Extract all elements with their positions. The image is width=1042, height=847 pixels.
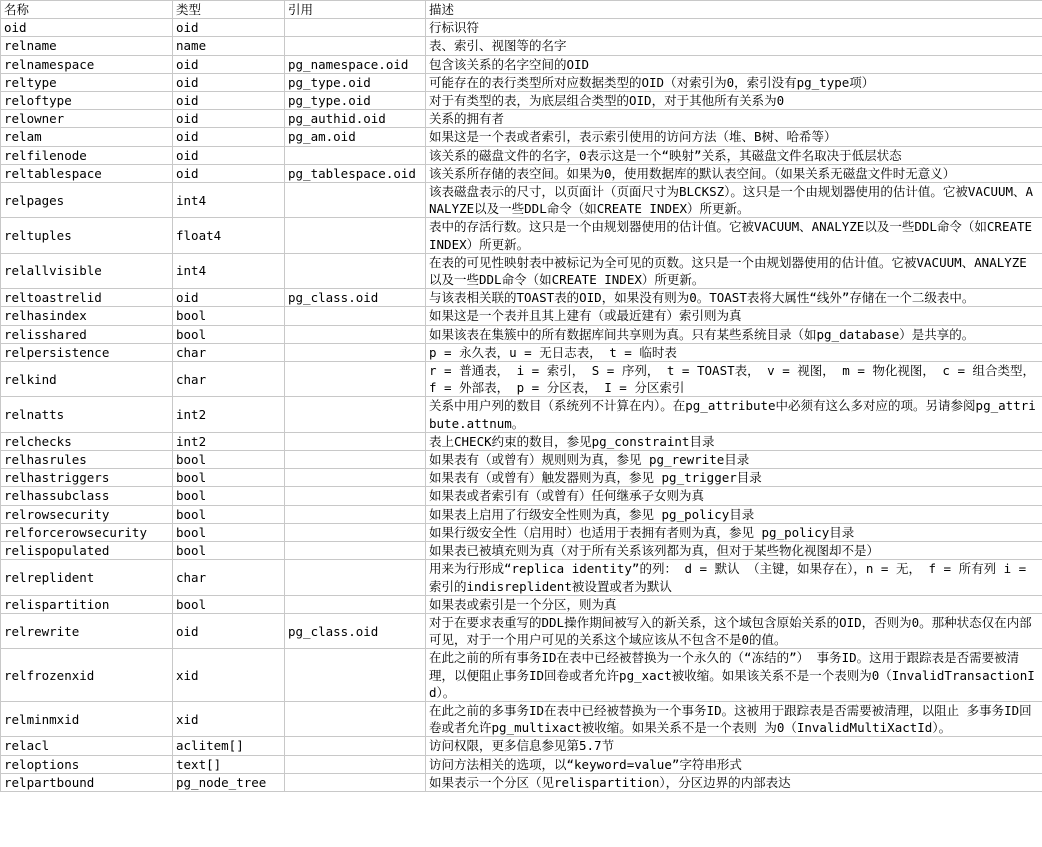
table-row bbox=[1, 773, 1042, 791]
cell-reference bbox=[285, 451, 426, 469]
cell-description: 如果这是一个表并且其上建有（或最近建有）索引则为真 bbox=[426, 307, 1042, 325]
cell-name: relam bbox=[1, 128, 173, 146]
cell-description: r = 普通表， i = 索引， S = 序列， t = TOAST表， v = 视图， m = 物化视图， c = 组合类型， f = 外部表， p = 分区表， I = 分区索引 bbox=[426, 362, 1042, 397]
cell-name: relfrozenxid bbox=[1, 649, 173, 702]
cell-type: oid bbox=[173, 146, 285, 164]
table-row bbox=[1, 432, 1042, 450]
cell-description: 与该表相关联的TOAST表的OID，如果没有则为0。TOAST表将大属性“线外”存储在一个二级表中。 bbox=[426, 289, 1042, 307]
cell-name: reltuples bbox=[1, 218, 173, 253]
cell-reference bbox=[285, 19, 426, 37]
cell-type: float4 bbox=[173, 218, 285, 253]
cell-description: 如果行级安全性（启用时）也适用于表拥有者则为真，参见 pg_policy目录 bbox=[426, 523, 1042, 541]
cell-type: int2 bbox=[173, 432, 285, 450]
table-row bbox=[1, 110, 1042, 128]
cell-reference: pg_namespace.oid bbox=[285, 55, 426, 73]
cell-type: oid bbox=[173, 73, 285, 91]
table-row bbox=[1, 37, 1042, 55]
cell-name: relreplident bbox=[1, 560, 173, 595]
table-row bbox=[1, 649, 1042, 702]
table-row bbox=[1, 146, 1042, 164]
cell-description: p = 永久表，u = 无日志表， t = 临时表 bbox=[426, 343, 1042, 361]
cell-reference bbox=[285, 432, 426, 450]
cell-name: relisshared bbox=[1, 325, 173, 343]
cell-type: bool bbox=[173, 505, 285, 523]
cell-reference: pg_type.oid bbox=[285, 92, 426, 110]
cell-reference bbox=[285, 701, 426, 736]
cell-type: oid bbox=[173, 19, 285, 37]
cell-description: 访问权限，更多信息参见第5.7节 bbox=[426, 737, 1042, 755]
cell-type: bool bbox=[173, 451, 285, 469]
cell-reference bbox=[285, 253, 426, 288]
cell-type: oid bbox=[173, 128, 285, 146]
cell-reference: pg_class.oid bbox=[285, 289, 426, 307]
cell-description: 如果这是一个表或者索引，表示索引使用的访问方法（堆、B树、哈希等） bbox=[426, 128, 1042, 146]
table-row bbox=[1, 505, 1042, 523]
cell-type: oid bbox=[173, 613, 285, 648]
cell-name: reloftype bbox=[1, 92, 173, 110]
cell-type: xid bbox=[173, 701, 285, 736]
cell-reference bbox=[285, 343, 426, 361]
cell-reference: pg_am.oid bbox=[285, 128, 426, 146]
cell-reference bbox=[285, 362, 426, 397]
cell-type: bool bbox=[173, 307, 285, 325]
cell-description: 该表磁盘表示的尺寸，以页面计（页面尺寸为BLCKSZ）。这只是一个由规划器使用的估计值。它被VACUUM、ANALYZE以及一些DDL命令（如CREATE INDEX）所更新。 bbox=[426, 183, 1042, 218]
header-description: 描述 bbox=[426, 1, 1042, 19]
cell-name: relnatts bbox=[1, 397, 173, 432]
cell-type: bool bbox=[173, 523, 285, 541]
table-row bbox=[1, 73, 1042, 91]
cell-reference: pg_tablespace.oid bbox=[285, 164, 426, 182]
cell-name: relhasindex bbox=[1, 307, 173, 325]
table-row bbox=[1, 469, 1042, 487]
cell-description: 表中的存活行数。这只是一个由规划器使用的估计值。它被VACUUM、ANALYZE以及一些DDL命令（如CREATE INDEX）所更新。 bbox=[426, 218, 1042, 253]
cell-description: 对于在要求表重写的DDL操作期间被写入的新关系，这个域包含原始关系的OID，否则为0。那种状态仅在内部可见，对于一个用户可见的关系这个域应该从不包含不是0的值。 bbox=[426, 613, 1042, 648]
cell-description: 如果表有（或曾有）触发器则为真，参见 pg_trigger目录 bbox=[426, 469, 1042, 487]
cell-type: oid bbox=[173, 110, 285, 128]
cell-name: reltablespace bbox=[1, 164, 173, 182]
cell-reference bbox=[285, 146, 426, 164]
cell-reference bbox=[285, 560, 426, 595]
cell-description: 如果表或索引是一个分区，则为真 bbox=[426, 595, 1042, 613]
cell-type: oid bbox=[173, 55, 285, 73]
cell-reference bbox=[285, 505, 426, 523]
table-row bbox=[1, 737, 1042, 755]
table-row bbox=[1, 701, 1042, 736]
cell-type: int2 bbox=[173, 397, 285, 432]
cell-type: name bbox=[173, 37, 285, 55]
table-row bbox=[1, 523, 1042, 541]
cell-name: relpages bbox=[1, 183, 173, 218]
cell-name: relname bbox=[1, 37, 173, 55]
cell-description: 如果表示一个分区（见relispartition），分区边界的内部表达 bbox=[426, 773, 1042, 791]
table-row bbox=[1, 560, 1042, 595]
cell-type: text[] bbox=[173, 755, 285, 773]
cell-reference bbox=[285, 37, 426, 55]
cell-name: relnamespace bbox=[1, 55, 173, 73]
cell-type: char bbox=[173, 560, 285, 595]
table-row bbox=[1, 542, 1042, 560]
cell-description: 在此之前的多事务ID在表中已经被替换为一个事务ID。这被用于跟踪表是否需要被清理，以阻止 多事务ID回卷或者允许pg_multixact被收缩。如果关系不是一个表则 为0（InvalidMultiXactId）。 bbox=[426, 701, 1042, 736]
cell-type: int4 bbox=[173, 183, 285, 218]
header-type: 类型 bbox=[173, 1, 285, 19]
cell-name: relispopulated bbox=[1, 542, 173, 560]
cell-reference bbox=[285, 755, 426, 773]
table-row bbox=[1, 595, 1042, 613]
cell-type: aclitem[] bbox=[173, 737, 285, 755]
cell-type: bool bbox=[173, 542, 285, 560]
cell-name: relowner bbox=[1, 110, 173, 128]
cell-description: 关系中用户列的数目（系统列不计算在内）。在pg_attribute中必须有这么多对应的项。另请参阅pg_attribute.attnum。 bbox=[426, 397, 1042, 432]
cell-description: 如果表有（或曾有）规则则为真，参见 pg_rewrite目录 bbox=[426, 451, 1042, 469]
cell-name: relhassubclass bbox=[1, 487, 173, 505]
cell-type: char bbox=[173, 343, 285, 361]
cell-reference bbox=[285, 487, 426, 505]
cell-description: 如果表已被填充则为真（对于所有关系该列都为真，但对于某些物化视图却不是） bbox=[426, 542, 1042, 560]
cell-type: bool bbox=[173, 487, 285, 505]
table-row bbox=[1, 487, 1042, 505]
cell-reference bbox=[285, 469, 426, 487]
cell-name: relpersistence bbox=[1, 343, 173, 361]
cell-name: relforcerowsecurity bbox=[1, 523, 173, 541]
table-row bbox=[1, 343, 1042, 361]
table-row bbox=[1, 164, 1042, 182]
cell-description: 访问方法相关的选项，以“keyword=value”字符串形式 bbox=[426, 755, 1042, 773]
table-row bbox=[1, 218, 1042, 253]
table-row bbox=[1, 755, 1042, 773]
table-row bbox=[1, 55, 1042, 73]
header-reference: 引用 bbox=[285, 1, 426, 19]
cell-description: 对于有类型的表，为底层组合类型的OID，对于其他所有关系为0 bbox=[426, 92, 1042, 110]
cell-reference bbox=[285, 523, 426, 541]
cell-reference bbox=[285, 773, 426, 791]
cell-reference bbox=[285, 307, 426, 325]
cell-reference bbox=[285, 325, 426, 343]
cell-reference: pg_class.oid bbox=[285, 613, 426, 648]
cell-description: 关系的拥有者 bbox=[426, 110, 1042, 128]
cell-reference bbox=[285, 595, 426, 613]
table-row bbox=[1, 397, 1042, 432]
cell-reference bbox=[285, 183, 426, 218]
cell-name: relfilenode bbox=[1, 146, 173, 164]
table-row bbox=[1, 362, 1042, 397]
table-body bbox=[1, 19, 1042, 792]
table-row bbox=[1, 128, 1042, 146]
cell-name: relpartbound bbox=[1, 773, 173, 791]
table-row bbox=[1, 613, 1042, 648]
cell-type: bool bbox=[173, 325, 285, 343]
cell-description: 行标识符 bbox=[426, 19, 1042, 37]
cell-description: 可能存在的表行类型所对应数据类型的OID（对索引为0，索引没有pg_type项） bbox=[426, 73, 1042, 91]
cell-description: 如果表上启用了行级安全性则为真，参见 pg_policy目录 bbox=[426, 505, 1042, 523]
header-name: 名称 bbox=[1, 1, 173, 19]
cell-name: relacl bbox=[1, 737, 173, 755]
cell-name: reltype bbox=[1, 73, 173, 91]
cell-name: relallvisible bbox=[1, 253, 173, 288]
cell-type: int4 bbox=[173, 253, 285, 288]
cell-type: oid bbox=[173, 289, 285, 307]
cell-reference bbox=[285, 542, 426, 560]
cell-reference bbox=[285, 218, 426, 253]
cell-name: relkind bbox=[1, 362, 173, 397]
table-row bbox=[1, 289, 1042, 307]
cell-description: 包含该关系的名字空间的OID bbox=[426, 55, 1042, 73]
cell-description: 在表的可见性映射表中被标记为全可见的页数。这只是一个由规划器使用的估计值。它被VACUUM、ANALYZE以及一些DDL命令（如CREATE INDEX）所更新。 bbox=[426, 253, 1042, 288]
table-row bbox=[1, 325, 1042, 343]
cell-name: relminmxid bbox=[1, 701, 173, 736]
cell-type: char bbox=[173, 362, 285, 397]
cell-name: relhasrules bbox=[1, 451, 173, 469]
cell-name: relrowsecurity bbox=[1, 505, 173, 523]
table-row bbox=[1, 253, 1042, 288]
cell-reference bbox=[285, 737, 426, 755]
cell-name: reloptions bbox=[1, 755, 173, 773]
cell-type: bool bbox=[173, 469, 285, 487]
cell-name: relchecks bbox=[1, 432, 173, 450]
cell-name: reltoastrelid bbox=[1, 289, 173, 307]
cell-reference: pg_type.oid bbox=[285, 73, 426, 91]
table-row bbox=[1, 307, 1042, 325]
cell-description: 如果该表在集簇中的所有数据库间共享则为真。只有某些系统目录（如pg_database）是共享的。 bbox=[426, 325, 1042, 343]
cell-name: oid bbox=[1, 19, 173, 37]
table-row bbox=[1, 92, 1042, 110]
cell-description: 用来为行形成“replica identity”的列： d = 默认 （主键，如果存在），n = 无， f = 所有列 i = 索引的indisreplident被设置或者为默认 bbox=[426, 560, 1042, 595]
cell-name: relrewrite bbox=[1, 613, 173, 648]
cell-type: bool bbox=[173, 595, 285, 613]
cell-description: 如果表或者索引有（或曾有）任何继承子女则为真 bbox=[426, 487, 1042, 505]
cell-description: 该关系所存储的表空间。如果为0，使用数据库的默认表空间。（如果关系无磁盘文件时无意义） bbox=[426, 164, 1042, 182]
cell-reference: pg_authid.oid bbox=[285, 110, 426, 128]
cell-description: 表、索引、视图等的名字 bbox=[426, 37, 1042, 55]
cell-name: relhastriggers bbox=[1, 469, 173, 487]
cell-type: pg_node_tree bbox=[173, 773, 285, 791]
table-row bbox=[1, 19, 1042, 37]
cell-name: relispartition bbox=[1, 595, 173, 613]
cell-description: 在此之前的所有事务ID在表中已经被替换为一个永久的（“冻结的”） 事务ID。这用于跟踪表是否需要被清理，以便阻止事务ID回卷或者允许pg_xact被收缩。如果该关系不是一个表则为0（InvalidTransactionId）。 bbox=[426, 649, 1042, 702]
cell-description: 表上CHECK约束的数目，参见pg_constraint目录 bbox=[426, 432, 1042, 450]
cell-reference bbox=[285, 397, 426, 432]
cell-type: oid bbox=[173, 164, 285, 182]
cell-type: oid bbox=[173, 92, 285, 110]
cell-description: 该关系的磁盘文件的名字，0表示这是一个“映射”关系，其磁盘文件名取决于低层状态 bbox=[426, 146, 1042, 164]
table-row bbox=[1, 183, 1042, 218]
cell-reference bbox=[285, 649, 426, 702]
table-row bbox=[1, 451, 1042, 469]
cell-type: xid bbox=[173, 649, 285, 702]
header-row bbox=[1, 1, 1042, 19]
